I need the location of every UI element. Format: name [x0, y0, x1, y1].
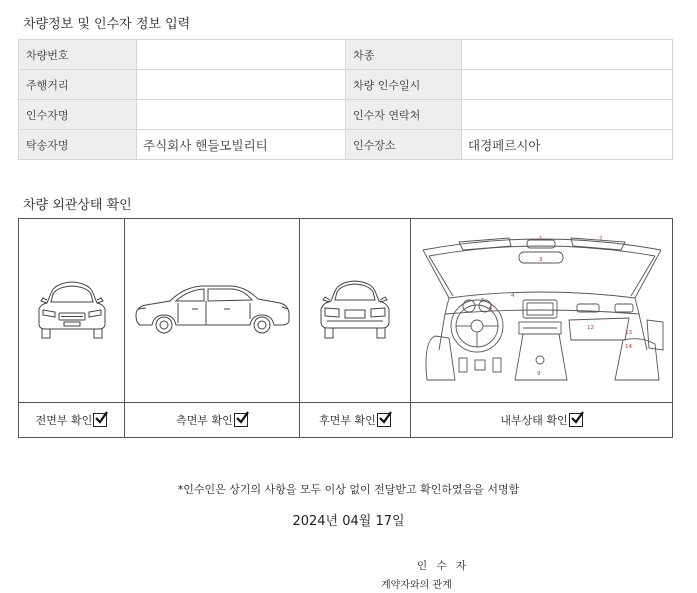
marker-5: 5	[480, 297, 484, 304]
interior-check-checkbox[interactable]	[569, 413, 583, 427]
label-receiver-contact: 인수자 연락처	[346, 100, 462, 130]
rear-check-label: 후면부 확인	[319, 414, 376, 427]
section-title-exterior-check: 차량 외관상태 확인	[23, 198, 132, 213]
label-receiver-name: 인수자명	[19, 100, 137, 130]
marker-12: 12	[586, 324, 594, 331]
car-front-diagram	[31, 273, 113, 345]
label-mileage: 주행거리	[19, 70, 137, 100]
signature-date: 2024년 04월 17일	[292, 514, 405, 529]
confirmation-note: *인수인은 상기의 사항을 모두 이상 없이 전달받고 확인하였음을 서명함	[177, 483, 520, 496]
label-vehicle-model: 차종	[346, 40, 462, 70]
front-view-cell	[19, 219, 125, 403]
table-row	[19, 100, 673, 130]
side-view-cell	[125, 219, 300, 403]
side-check-checkbox[interactable]	[234, 413, 248, 427]
front-check-cell	[19, 403, 125, 438]
table-row	[19, 130, 673, 160]
marker-14: 14	[624, 343, 632, 350]
table-row	[19, 40, 673, 70]
label-transporter-name: 탁송자명	[19, 130, 137, 160]
marker-1: 1	[538, 235, 542, 242]
transporter-name-field[interactable]: 주식회사 핸들모빌리티	[137, 130, 346, 160]
marker-6: 6	[488, 305, 492, 312]
delivery-datetime-field[interactable]	[462, 70, 673, 100]
rear-check-cell	[300, 403, 411, 438]
vehicle-number-field[interactable]	[137, 40, 346, 70]
rear-check-checkbox[interactable]	[377, 413, 391, 427]
label-delivery-datetime: 차량 인수일시	[346, 70, 462, 100]
interior-view-cell	[411, 219, 673, 403]
section-title-vehicle-info: 차량정보 및 인수자 정보 입력	[23, 17, 191, 32]
receiver-contact-field[interactable]	[462, 100, 673, 130]
side-check-label: 측면부 확인	[176, 414, 233, 427]
label-vehicle-number: 차량번호	[19, 40, 137, 70]
marker-13: 13	[624, 329, 632, 336]
relation-label: 계약자와의 관계	[381, 580, 452, 591]
front-check-label: 전면부 확인	[35, 414, 93, 427]
vehicle-model-field[interactable]	[462, 40, 673, 70]
interior-check-cell	[411, 403, 673, 438]
front-check-checkbox[interactable]	[93, 413, 107, 427]
receiver-name-field[interactable]	[137, 100, 346, 130]
marker-4: 4	[510, 292, 514, 299]
rear-view-cell	[300, 219, 411, 403]
car-side-diagram	[132, 279, 292, 339]
marker-3: 3	[538, 256, 542, 263]
delivery-place-field[interactable]: 대경페르시아	[462, 130, 673, 160]
interior-check-label: 내부상태 확인	[500, 414, 568, 427]
exterior-check-table	[18, 218, 673, 438]
side-check-cell	[125, 403, 300, 438]
marker-9: 9	[536, 370, 540, 377]
vehicle-info-table	[18, 39, 673, 160]
car-interior-diagram	[419, 230, 665, 388]
table-row	[19, 70, 673, 100]
mileage-field[interactable]	[137, 70, 346, 100]
marker-2: 2	[598, 235, 602, 242]
car-rear-diagram	[313, 273, 397, 345]
label-delivery-place: 인수장소	[346, 130, 462, 160]
receiver-label: 인 수 자	[417, 560, 470, 572]
